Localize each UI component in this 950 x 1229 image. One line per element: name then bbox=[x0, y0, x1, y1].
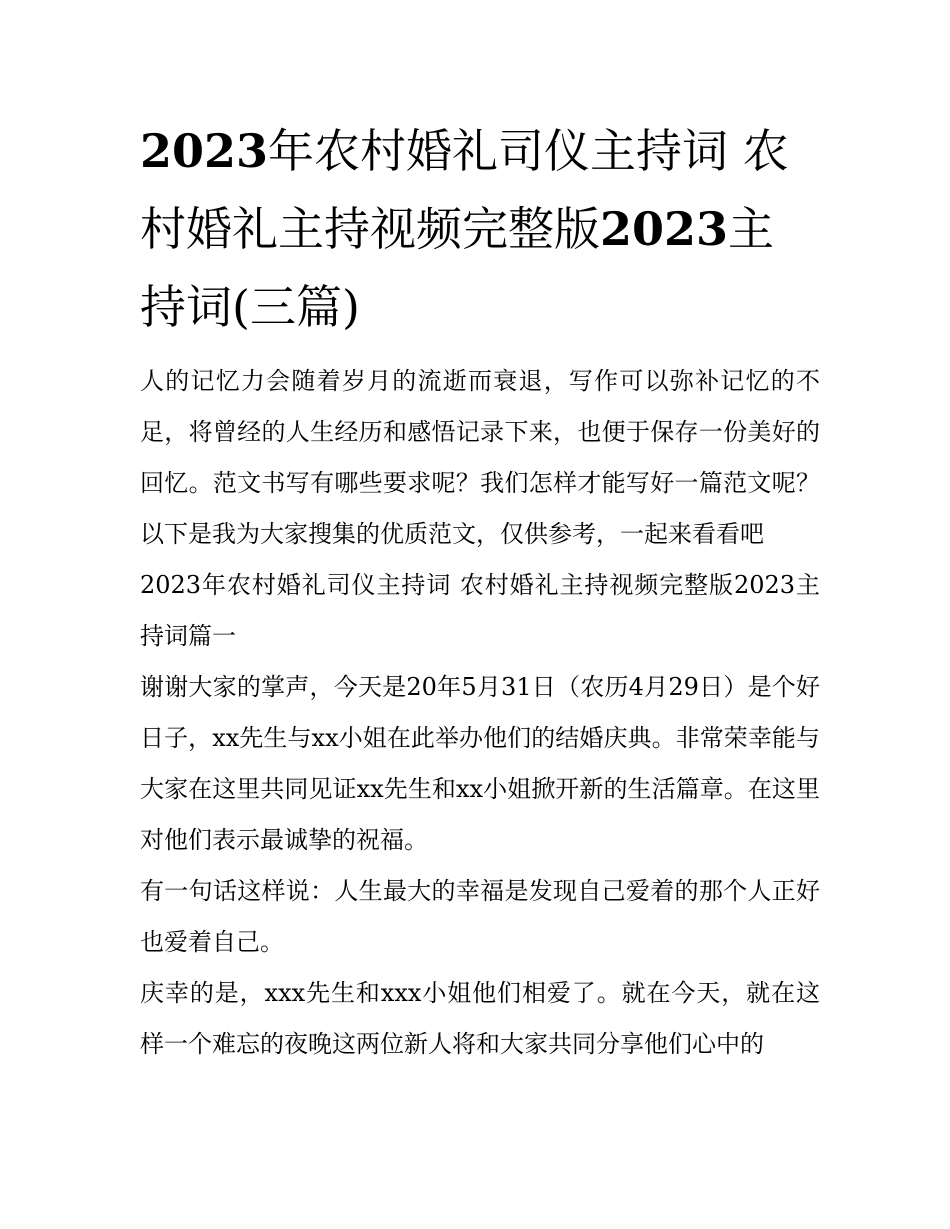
section-heading: 2023年农村婚礼司仪主持词 农村婚礼主持视频完整版2023主持词篇一 bbox=[140, 571, 820, 650]
document-content bbox=[140, 112, 820, 1070]
intro-paragraph: 人的记忆力会随着岁月的流逝而衰退，写作可以弥补记忆的不足，将曾经的人生经历和感悟记录下来，也便于保存一份美好的回忆。范文书写有哪些要求呢？我们怎样才能写好一篇范文呢？以下是我为大家搜集的优质范文，仅供参考，一起来看看吧 bbox=[140, 367, 820, 548]
title-year: 2023 bbox=[140, 124, 269, 178]
body-paragraph-2: 有一句话这样说：人生最大的幸福是发现自己爱着的那个人正好也爱着自己。 bbox=[140, 877, 820, 956]
title-suffix: 主持词(三篇) bbox=[140, 202, 775, 334]
document-title bbox=[140, 112, 820, 346]
body-paragraph-1: 谢谢大家的掌声，今天是20年5月31日（农历4月29日）是个好日子，xx先生与xx小姐在此举办他们的结婚庆典。非常荣幸能与大家在这里共同见证xx先生和xx小姐掀开新的生活篇章。在这里对他们表示最诚挚的祝福。 bbox=[140, 673, 820, 854]
body-paragraph-3: 庆幸的是，xxx先生和xxx小姐他们相爱了。就在今天，就在这样一个难忘的夜晚这两位新人将和大家共同分享他们心中的 bbox=[140, 979, 820, 1058]
title-text: 年农村婚礼司仪主持词 农村婚礼主持视频完整版 bbox=[140, 124, 789, 256]
title-year-2: 2023 bbox=[600, 202, 729, 256]
